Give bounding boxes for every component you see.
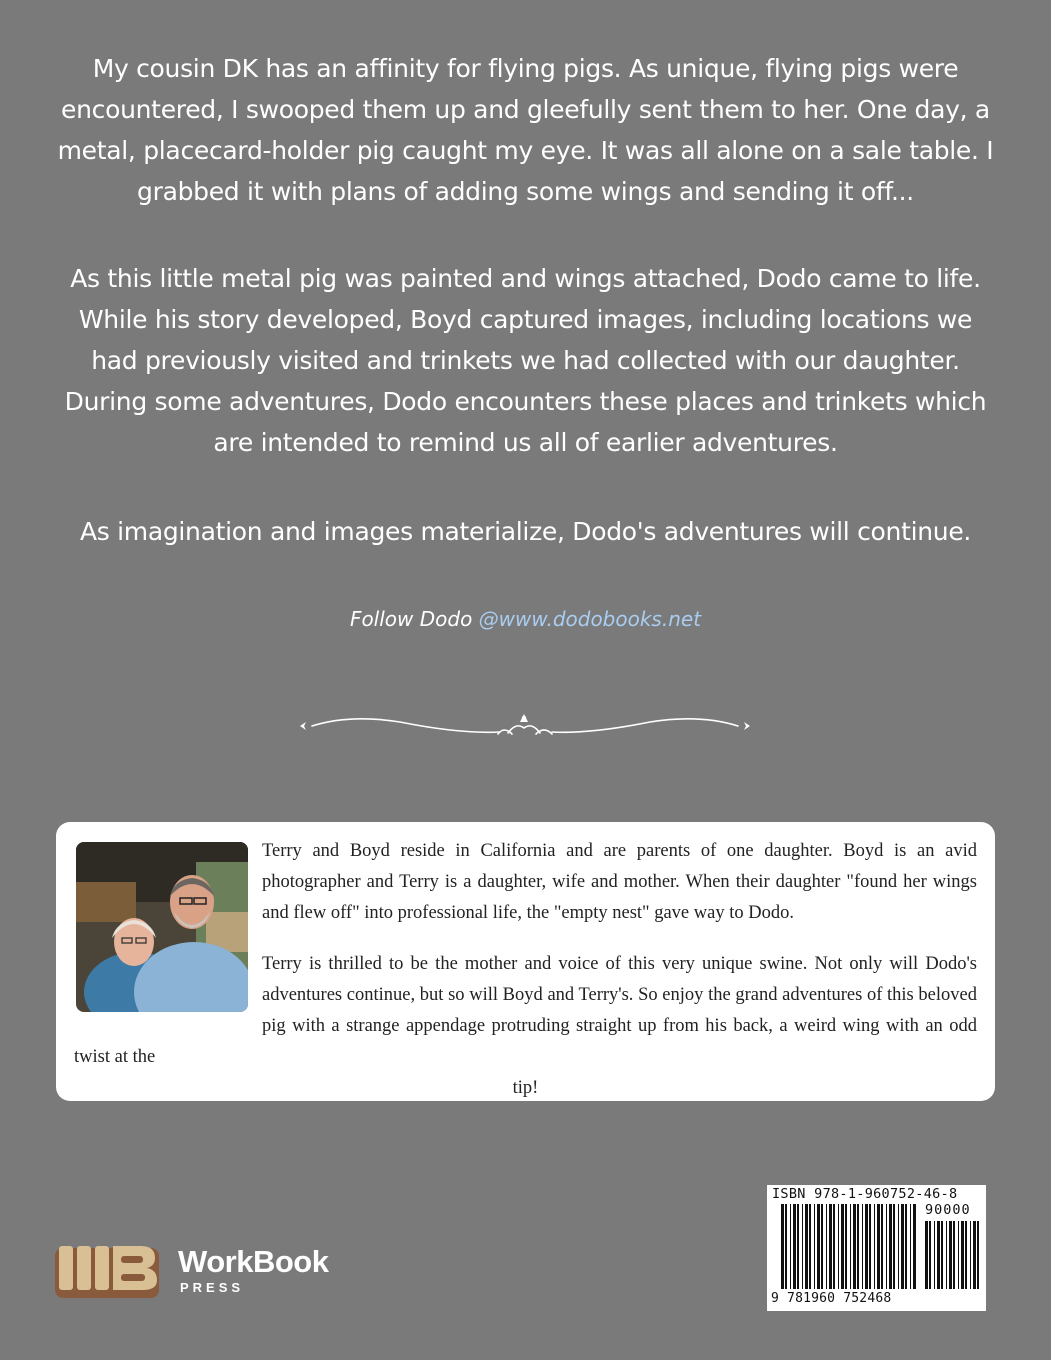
ornamental-divider xyxy=(290,708,760,748)
follow-line xyxy=(0,607,1051,631)
ean-digits: 9 781960 752468 xyxy=(771,1291,892,1306)
blurb-paragraph-3: As imagination and images materialize, Dodo's adventures will continue. xyxy=(79,517,972,546)
bio-paragraph-2-text: Terry is thrilled to be the mother and voice of this very unique swine. Not only will Dodo's adventures continue, but so will Boyd and Terry's. So enjoy the grand adventures of this beloved pig with a strange appendage protruding straight up from his back, a weird wing with an odd twist at the xyxy=(74,954,977,1067)
website-link[interactable]: @www.dodobooks.net xyxy=(478,607,702,631)
price-code: 90000 xyxy=(925,1202,971,1218)
isbn-barcode xyxy=(767,1185,986,1311)
publisher-name: WorkBook xyxy=(178,1244,329,1279)
workbook-logo-mark xyxy=(55,1244,165,1300)
blurb-paragraph-1: My cousin DK has an affinity for flying pigs. As unique, flying pigs were encountered, I swooped them up and gleefully sent them to her. One day, a metal, placecard-holder pig caught my eye. It was all alone on a sale table. I grabbed it with plans of adding some wings and sending it off... xyxy=(57,54,994,206)
publisher-logo xyxy=(55,1244,375,1300)
bio-paragraph-2-end: tip! xyxy=(512,1078,539,1098)
bio-paragraph-1: Terry and Boyd reside in California and are parents of one daughter. Boyd is an avid photographer and Terry is a daughter, wife and mother. When their daughter "found her wings and flew off" into professional life, the "empty nest" gave way to Dodo. xyxy=(262,841,977,923)
author-bio-card xyxy=(56,822,995,1101)
author-photo xyxy=(76,842,248,1012)
blurb-paragraph-2: As this little metal pig was painted and wings attached, Dodo came to life. While his story developed, Boyd captured images, including locations we had previously visited and trinkets we had collected with our daughter. During some adventures, Dodo encounters these places and trinkets which are intended to remind us all of earlier adventures. xyxy=(64,264,987,457)
publisher-subtitle: PRESS xyxy=(180,1280,245,1295)
isbn-number: ISBN 978-1-960752-46-8 xyxy=(772,1186,958,1202)
follow-label: Follow Dodo xyxy=(349,607,479,631)
